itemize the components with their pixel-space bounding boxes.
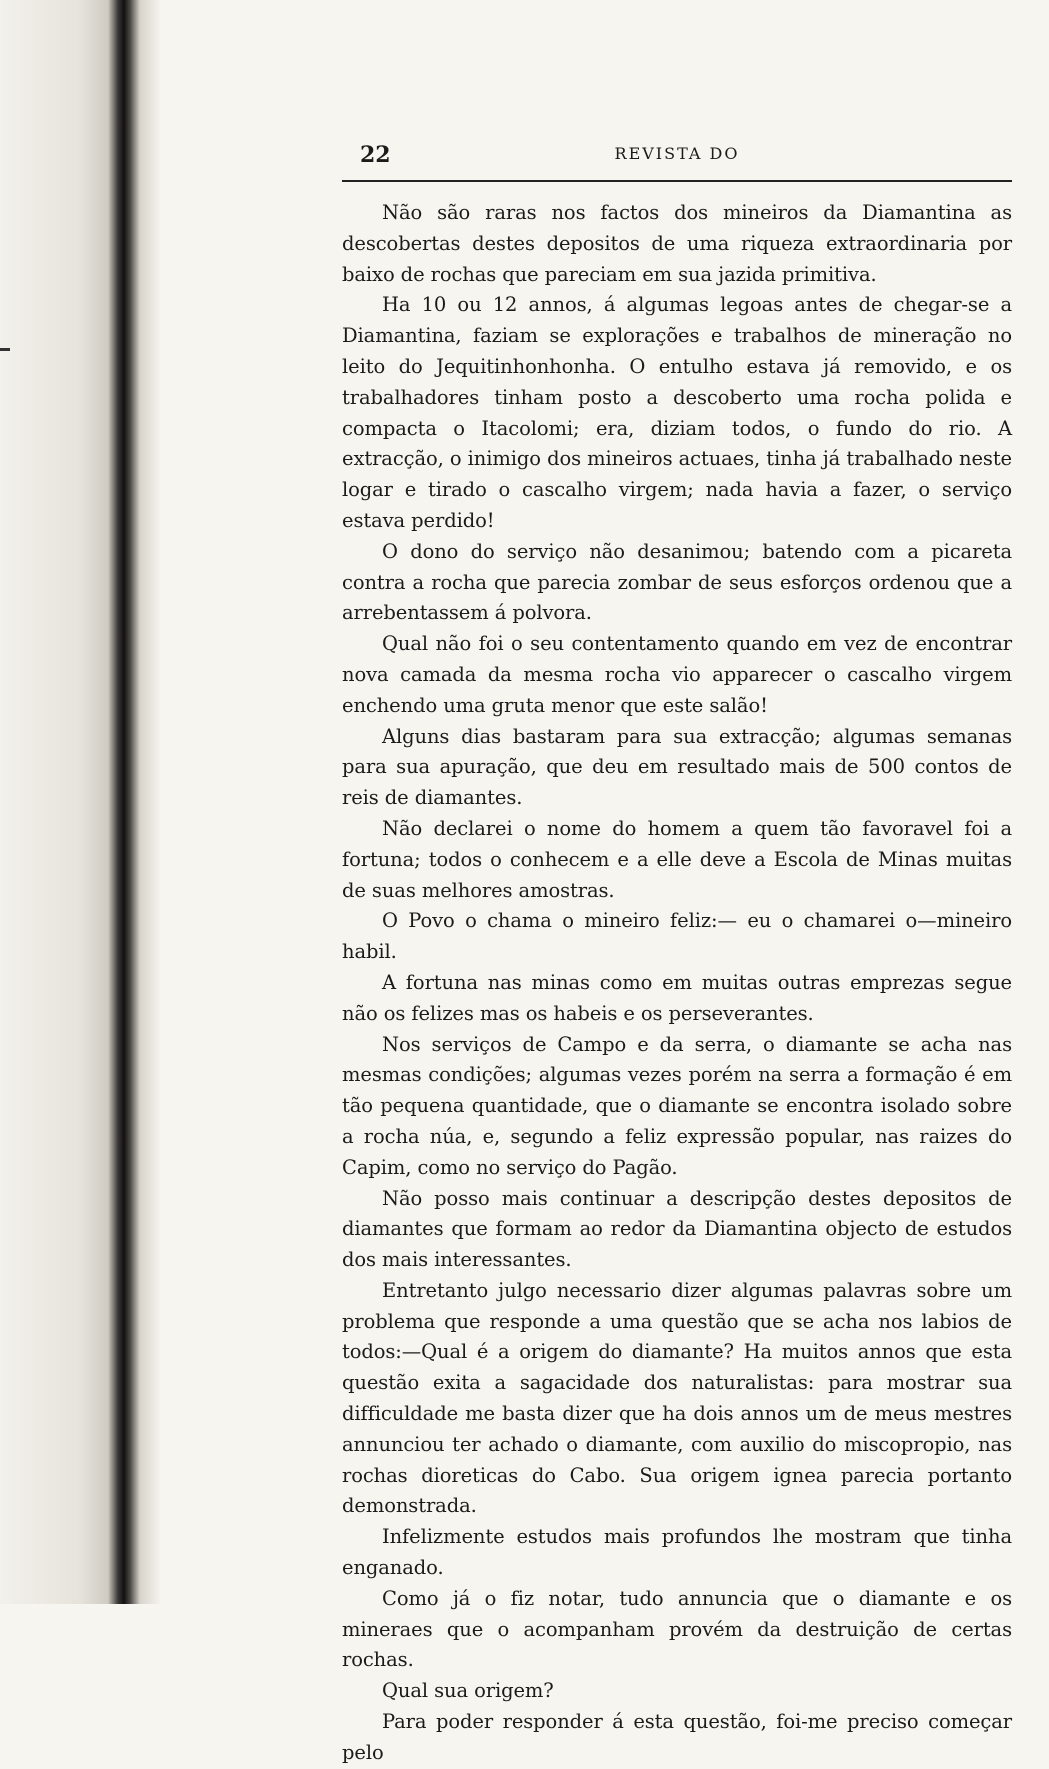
book-binding-shadow <box>0 0 160 1604</box>
page-number: 22 <box>360 142 391 168</box>
paragraph: Como já o fiz notar, tudo annuncia que o diamante e os mineraes que o acompanham provém da destruição de certas rochas. <box>342 1586 1012 1672</box>
paragraph: Não são raras nos factos dos mineiros da Diamantina as descobertas destes depositos de uma riqueza extraordinaria por baixo de rochas que pareciam em sua jazida primitiva. <box>342 201 1012 286</box>
body-text <box>342 198 1012 1769</box>
running-head: REVISTA DO <box>614 144 740 163</box>
paragraph: O dono do serviço não desanimou; batendo com a picareta contra a rocha que parecia zombar de seus esforços ordenou que a arrebentassem á polvora. <box>342 539 1012 625</box>
paragraph: Qual sua origem? <box>382 1679 554 1703</box>
paragraph: Para poder responder á esta questão, foi-me preciso começar pelo <box>342 1710 1012 1764</box>
paragraph: Infelizmente estudos mais profundos lhe mostram que tinha enganado. <box>342 1525 1012 1580</box>
page-header <box>342 128 1012 182</box>
paragraph: Qual não foi o seu contentamento quando em vez de encontrar nova camada da mesma rocha vio apparecer o cascalho virgem enchendo uma gruta menor que este salão! <box>342 632 1012 717</box>
paragraph: Nos serviços de Campo e da serra, o diamante se acha nas mesmas condições; algumas vezes porém na serra a formação é em tão pequena quantidade, que o diamante se encontra isolado sobre a rocha núa, e, segundo a feliz expressão popular, nas raizes do Capim, como no serviço do Pagão. <box>342 1032 1012 1179</box>
paragraph: Não posso mais continuar a descripção destes depositos de diamantes que formam ao redor da Diamantina objecto de estudos dos mais interessantes. <box>342 1186 1012 1272</box>
paragraph: O Povo o chama o mineiro feliz:— eu o chamarei o—mineiro habil. <box>342 909 1012 964</box>
paragraph: A fortuna nas minas como em muitas outras emprezas segue não os felizes mas os habeis e os perseverantes. <box>342 970 1012 1025</box>
paragraph: Alguns dias bastaram para sua extracção; algumas semanas para sua apuração, que deu em resultado mais de 500 contos de reis de diamantes. <box>342 724 1012 810</box>
paragraph: Ha 10 ou 12 annos, á algumas legoas antes de chegar-se a Diamantina, faziam se explorações e trabalhos de mineração no leito do Jequitinhonhonha. O entulho estava já removido, e os trabalhadores tinham posto a descoberto uma rocha polida e compacta o Itacolomi; era, diziam todos, o fundo do rio. A extracção, o inimigo dos mineiros actuaes, tinha já trabalhado neste logar e tirado o cascalho virgem; nada havia a fazer, o serviço estava perdido! <box>342 293 1012 532</box>
margin-mark <box>0 348 10 351</box>
paragraph: Não declarei o nome do homem a quem tão favoravel foi a fortuna; todos o conhecem e a elle deve a Escola de Minas muitas de suas melhores amostras. <box>342 816 1012 902</box>
paragraph: Entretanto julgo necessario dizer algumas palavras sobre um problema que responde a uma questão que se acha nos labios de todos:—Qual é a origem do diamante? Ha muitos annos que esta questão exita a sagacidade dos naturalistas: para mostrar sua difficuldade me basta dizer que ha dois annos um de meus mestres annunciou ter achado o diamante, com auxilio do miscopropio, nas rochas dioreticas do Cabo. Sua origem ignea parecia portanto demonstrada. <box>342 1278 1012 1518</box>
book-page <box>342 128 1012 1769</box>
